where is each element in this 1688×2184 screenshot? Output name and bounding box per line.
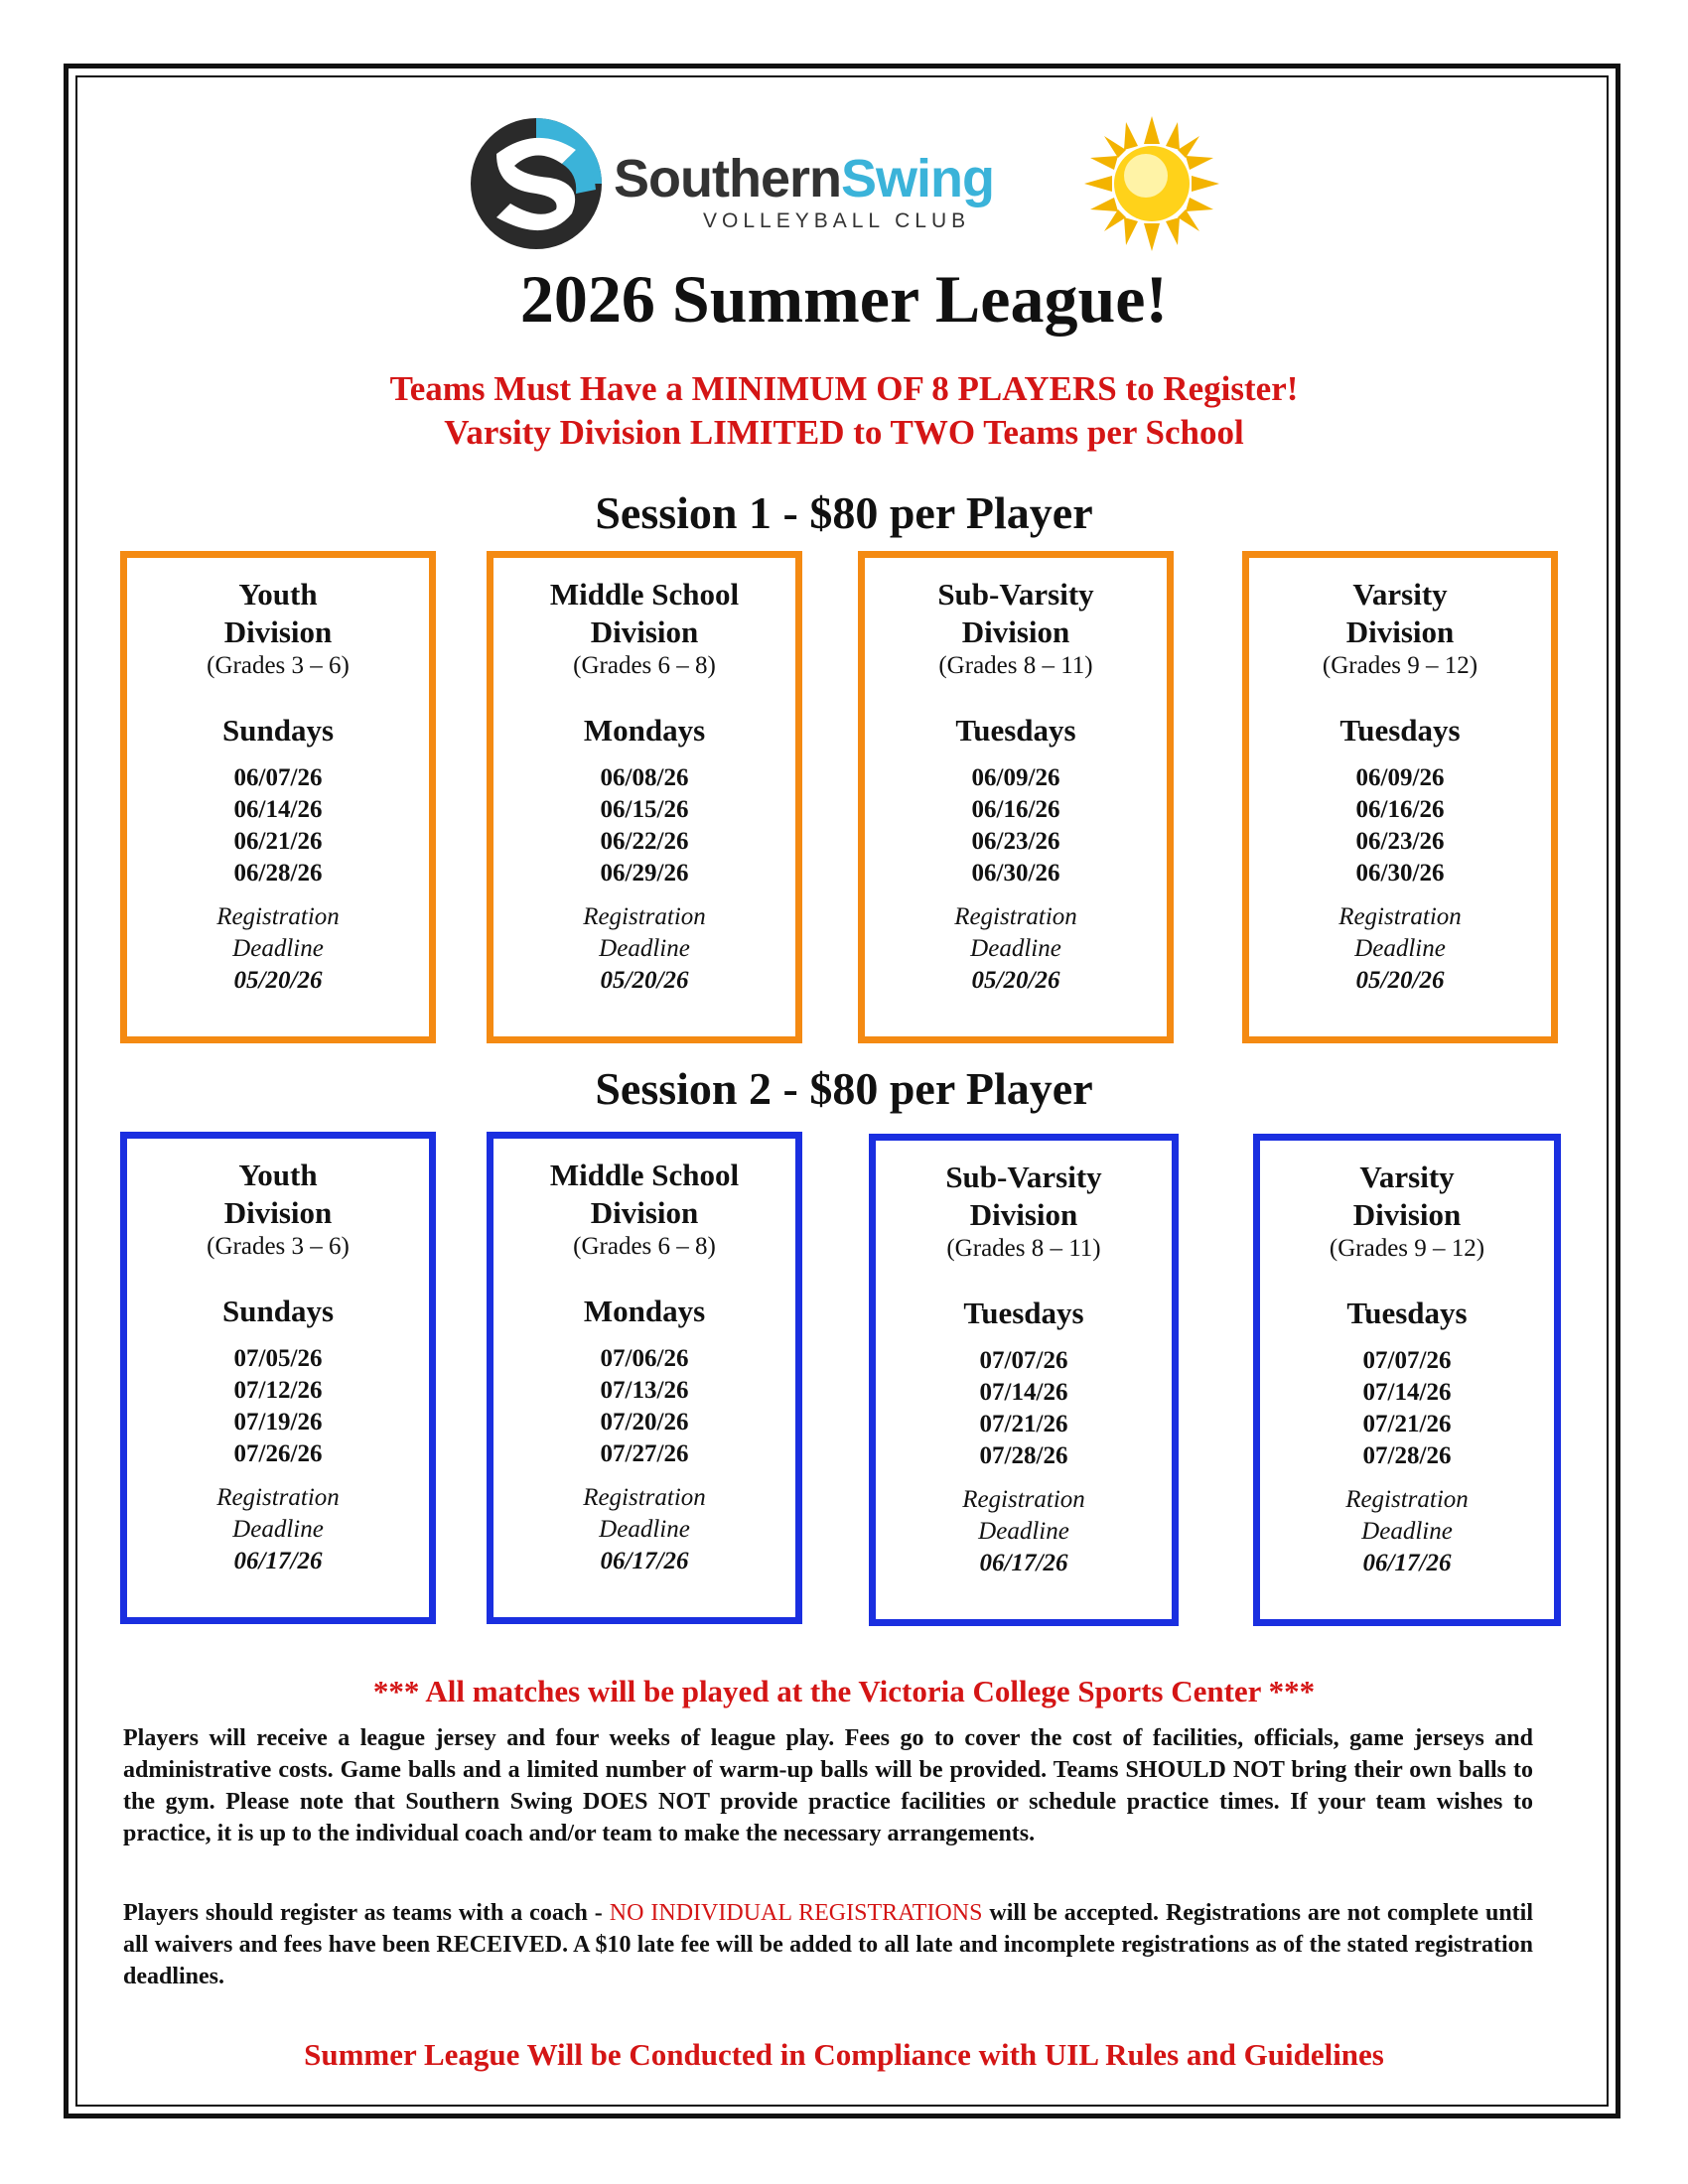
registration-deadline: Registration Deadline 05/20/26: [1338, 903, 1462, 994]
division-grades: (Grades 6 – 8): [573, 1233, 716, 1260]
match-dates: 06/09/26 06/16/26 06/23/26 06/30/26: [971, 764, 1060, 887]
varsity-limit-notice: Varsity Division LIMITED to TWO Teams per School: [444, 413, 1244, 452]
registration-deadline: Registration Deadline 06/17/26: [216, 1484, 340, 1574]
brand-name: SouthernSwing: [614, 149, 994, 208]
registration-info-paragraph: Players should register as teams with a coach - NO INDIVIDUAL REGISTRATIONS will be accepted. Registrations are not complete until all waivers and fees have been RECEIVED. A $10 late fee will be added to all late and incomplete registrations as of the stated registration deadlines.: [123, 1900, 1533, 1989]
play-day: Tuesdays: [1346, 1296, 1468, 1330]
page-title: 2026 Summer League!: [519, 261, 1169, 337]
registration-deadline: Registration Deadline 06/17/26: [962, 1486, 1085, 1576]
division-name: Varsity Division: [1345, 577, 1455, 649]
match-dates: 07/05/26 07/12/26 07/19/26 07/26/26: [233, 1345, 323, 1467]
no-individual-registrations: NO INDIVIDUAL REGISTRATIONS: [609, 1900, 983, 1926]
division-grades: (Grades 6 – 8): [573, 652, 716, 679]
division-name: Middle School Division: [549, 1158, 740, 1230]
division-name: Middle School Division: [549, 577, 740, 649]
club-logo: [467, 114, 1221, 263]
division-grades: (Grades 9 – 12): [1329, 1235, 1485, 1262]
s2-sub-varsity-division-card: [869, 1134, 1179, 1626]
s2-varsity-division-card: [1253, 1134, 1561, 1626]
sun-icon: [1082, 114, 1221, 253]
division-grades: (Grades 8 – 11): [938, 652, 1093, 679]
division-grades: (Grades 3 – 6): [207, 652, 350, 679]
play-day: Tuesdays: [963, 1296, 1084, 1330]
division-grades: (Grades 9 – 12): [1322, 652, 1478, 679]
play-day: Tuesdays: [955, 713, 1076, 748]
league-info-paragraph: Players will receive a league jersey and four weeks of league play. Fees go to cover the cost of facilities, officials, game jerseys and administrative costs. Game balls and a limited number of warm-up balls will be provided. Teams SHOULD NOT bring their own balls to the gym. Please note that Southern Swing DOES NOT provide practice facilities or schedule practice times. If your team wishes to practice, it is up to the individual coach and/or team to make the necessary arrangements.: [123, 1725, 1533, 1846]
registration-deadline: Registration Deadline 05/20/26: [216, 903, 340, 994]
s1-varsity-division-card: [1242, 551, 1558, 1043]
division-name: Sub-Varsity Division: [937, 577, 1094, 649]
play-day: Mondays: [583, 713, 706, 748]
swing-s-logo-icon: [467, 114, 606, 253]
registration-deadline: Registration Deadline 05/20/26: [583, 903, 706, 994]
registration-deadline: Registration Deadline 06/17/26: [583, 1484, 706, 1574]
play-day: Tuesdays: [1339, 713, 1461, 748]
s1-middle-school-division-card: [487, 551, 802, 1043]
s2-youth-division-card: [120, 1132, 436, 1624]
session-1-title: Session 1 - $80 per Player: [595, 487, 1093, 538]
play-day: Sundays: [221, 713, 335, 748]
division-name: Sub-Varsity Division: [945, 1160, 1102, 1232]
division-grades: (Grades 8 – 11): [946, 1235, 1101, 1262]
s1-youth-division-card: [120, 551, 436, 1043]
division-name: Varsity Division: [1352, 1160, 1462, 1232]
match-dates: 07/07/26 07/14/26 07/21/26 07/28/26: [979, 1347, 1068, 1469]
session-2-title: Session 2 - $80 per Player: [595, 1063, 1093, 1114]
brand-subtitle: VOLLEYBALL CLUB: [703, 209, 971, 232]
registration-deadline: Registration Deadline 06/17/26: [1345, 1486, 1469, 1576]
s2-middle-school-division-card: [487, 1132, 802, 1624]
play-day: Sundays: [221, 1294, 335, 1328]
uil-compliance-footer: Summer League Will be Conducted in Compliance with UIL Rules and Guidelines: [304, 2037, 1384, 2072]
registration-deadline: Registration Deadline 05/20/26: [954, 903, 1077, 994]
play-day: Mondays: [583, 1294, 706, 1328]
match-dates: 07/07/26 07/14/26 07/21/26 07/28/26: [1362, 1347, 1452, 1469]
division-name: Youth Division: [223, 577, 333, 649]
match-dates: 06/07/26 06/14/26 06/21/26 06/28/26: [233, 764, 323, 887]
s1-sub-varsity-division-card: [858, 551, 1174, 1043]
venue-notice: *** All matches will be played at the Victoria College Sports Center ***: [372, 1674, 1316, 1708]
match-dates: 06/09/26 06/16/26 06/23/26 06/30/26: [1355, 764, 1445, 887]
minimum-players-notice: Teams Must Have a MINIMUM OF 8 PLAYERS to Register!: [389, 369, 1299, 408]
match-dates: 06/08/26 06/15/26 06/22/26 06/29/26: [600, 764, 689, 887]
division-grades: (Grades 3 – 6): [207, 1233, 350, 1260]
match-dates: 07/06/26 07/13/26 07/20/26 07/27/26: [600, 1345, 689, 1467]
division-name: Youth Division: [223, 1158, 333, 1230]
